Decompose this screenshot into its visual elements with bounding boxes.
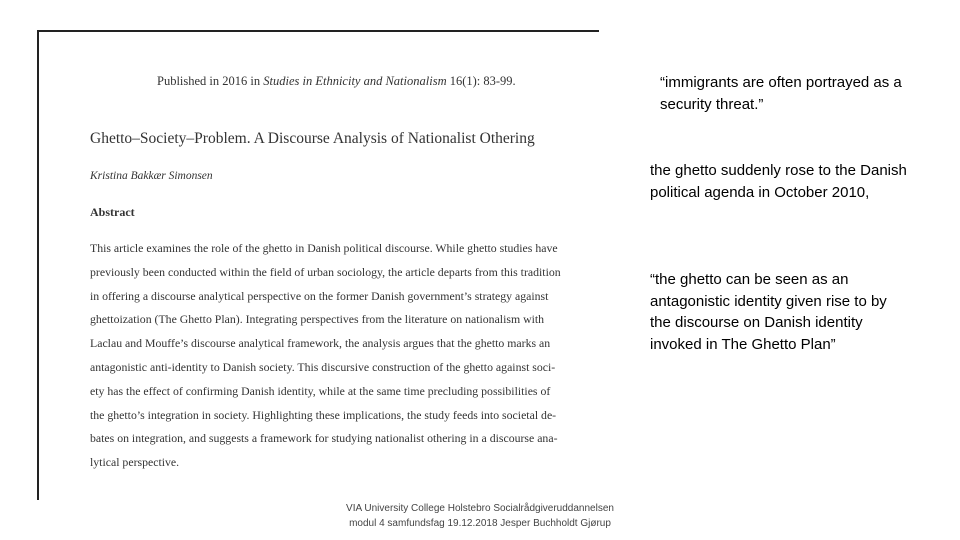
paper-screenshot bbox=[37, 30, 599, 500]
publication-info: Published in 2016 in Studies in Ethnicity and Nationalism 16(1): 83-99. bbox=[157, 74, 516, 88]
abstract-line: antagonistic anti-identity to Danish society. This discursive construction of the ghetto against soci- bbox=[90, 359, 556, 374]
abstract-line: Laclau and Mouffe’s discourse analytical framework, the analysis argues that the ghetto marks an bbox=[90, 336, 551, 351]
journal-name: Studies in Ethnicity and Nationalism bbox=[263, 74, 447, 88]
quote-antagonistic-identity: “the ghetto can be seen as an antagonistic identity given rise to by the discourse on Danish identity invoked in The Ghetto Plan” bbox=[650, 271, 887, 353]
slide-footer bbox=[300, 501, 660, 531]
paper-border-left bbox=[37, 30, 39, 500]
paper-title: Ghetto–Society–Problem. A Discourse Analysis of Nationalist Othering bbox=[90, 130, 535, 147]
abstract-line: ghettoization (The Ghetto Plan). Integrating perspectives from the literature on nationalism with bbox=[90, 312, 545, 327]
abstract-line: ety has the effect of confirming Danish identity, while at the same time precluding possibilities of bbox=[90, 383, 551, 398]
paper-border-top bbox=[37, 30, 599, 32]
footer-line-1: VIA University College Holstebro Socialrådgiveruddannelsen bbox=[346, 503, 614, 514]
abstract-line: bates on integration, and suggests a framework for studying nationalist othering in a discourse ana- bbox=[90, 431, 558, 446]
quote-political-agenda: the ghetto suddenly rose to the Danish political agenda in October 2010, bbox=[650, 162, 907, 201]
abstract-line: lytical perspective. bbox=[90, 455, 180, 470]
paper-author: Kristina Bakkær Simonsen bbox=[90, 170, 213, 182]
abstract-line: the ghetto’s integration in society. Highlighting these implications, the study feeds into societal de- bbox=[90, 407, 557, 422]
abstract-line: This article examines the role of the ghetto in Danish political discourse. While ghetto studies have bbox=[90, 241, 558, 255]
abstract-line: previously been conducted within the field of urban sociology, the article departs from this tradition bbox=[90, 264, 561, 279]
quote-security-threat: “immigrants are often portrayed as a security threat.” bbox=[660, 74, 902, 113]
abstract-body bbox=[90, 237, 560, 475]
abstract-line: in offering a discourse analytical perspective on the former Danish government’s strategy against bbox=[90, 288, 549, 303]
footer-line-2: modul 4 samfundsfag 19.12.2018 Jesper Buchholdt Gjørup bbox=[349, 518, 611, 529]
abstract-heading: Abstract bbox=[90, 205, 135, 219]
